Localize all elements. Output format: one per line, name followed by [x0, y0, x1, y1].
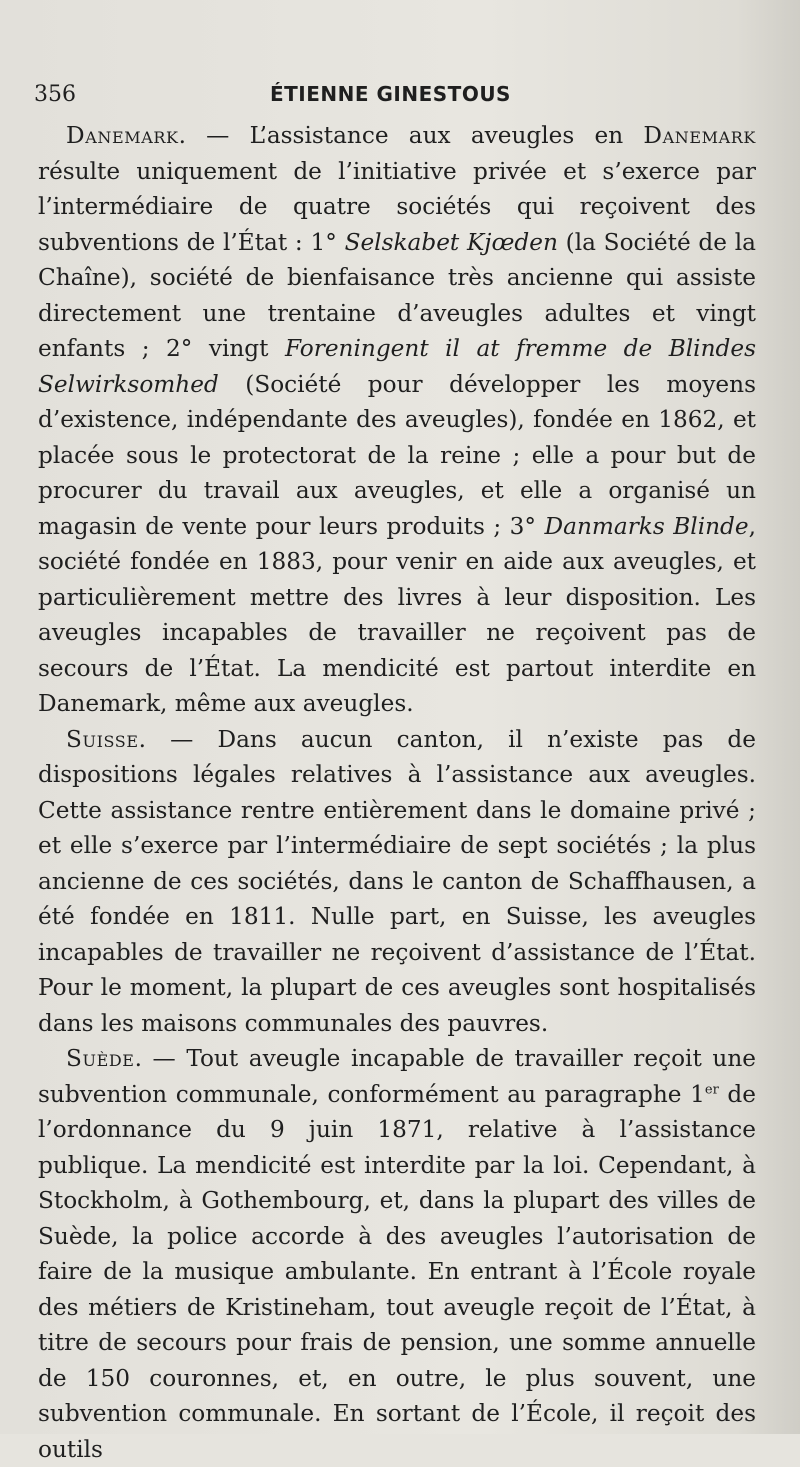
- page-header: [34, 78, 760, 118]
- society-name-italic: Danmarks Blinde: [544, 512, 749, 540]
- heading-dash: . —: [134, 1045, 187, 1072]
- section-heading-suede: Suède: [66, 1045, 135, 1072]
- section-heading-suisse: Suisse: [66, 725, 139, 753]
- heading-dash: . —: [178, 122, 250, 149]
- heading-dash: . —: [138, 725, 218, 753]
- page-number: 356: [34, 82, 76, 107]
- paragraph-danemark: [38, 118, 756, 722]
- paragraph-text: L’assistance aux aveugles en: [249, 122, 644, 149]
- paragraph-suisse: [38, 722, 756, 1042]
- paragraph-text: résulte uniquement de l’initiative privée et s’exerce par l’intermédiaire de quatre sociétés qui reçoivent des subventions de l’État : 1°: [38, 157, 756, 256]
- superscript: er: [704, 1081, 719, 1097]
- paragraph-suede: [38, 1041, 756, 1467]
- body-text: [38, 118, 756, 1467]
- country-name-smallcaps: Danemark: [643, 122, 756, 149]
- paragraph-text: Tout aveugle incapable de travailler reçoit une subvention communale, conformément au paragraphe 1: [38, 1045, 756, 1108]
- paragraph-text: (Société pour développer les moyens d’existence, indépendante des aveugles), fondée en 1862, et placée sous le protectorat de la reine ; elle a pour but de procurer du travail aux aveugles, et elle a organisé un magasin de vente pour leurs produits ; 3°: [38, 370, 756, 540]
- society-name-italic: Selskabet Kjœden: [344, 228, 558, 256]
- paragraph-text: de l’ordonnance du 9 juin 1871, relative à l’assistance publique. La mendicité est interdite par la loi. Cependant, à Stockholm, à Gothembourg, et, dans la plupart des villes de Suède, la police accorde à des aveugles l’autorisation de faire de la musique ambulante. En entrant à l’École royale des métiers de Kristineham, tout aveugle reçoit de l’État, à titre de secours pour frais de pension, une somme annuelle de 150 couronnes, et, en outre, le plus souvent, une subvention communale. En sortant de l’École, il reçoit des outils: [38, 1080, 756, 1463]
- paragraph-text: Dans aucun canton, il n’existe pas de dispositions légales relatives à l’assistance aux aveugles. Cette assistance rentre entièrement dans le domaine privé ; et elle s’exerce par l’intermédiaire de sept sociétés ; la plus ancienne de ces sociétés, dans le canton de Schaffhausen, a été fondée en 1811. Nulle part, en Suisse, les aveugles incapables de travailler ne reçoivent d’assistance de l’État. Pour le moment, la plupart de ces aveugles sont hospitalisés dans les maisons communales des pauvres.: [38, 725, 756, 1037]
- section-heading-danemark: Danemark: [66, 122, 179, 149]
- society-name-italic: Foreningent il at fremme de Blindes Selwirksomhed: [38, 335, 756, 398]
- paragraph-text: , société fondée en 1883, pour venir en aide aux aveugles, et particulièrement mettre des livres à leur disposition. Les aveugles incapables de travailler ne reçoivent pas de secours de l’État. La mendicité est partout interdite en Danemark, même aux aveugles.: [38, 512, 757, 717]
- paragraph-text: (la Société de la Chaîne), société de bienfaisance très ancienne qui assiste directement une trentaine d’aveugles adultes et vingt enfants ; 2° vingt: [38, 228, 756, 362]
- running-head: ÉTIENNE GINESTOUS: [270, 82, 511, 106]
